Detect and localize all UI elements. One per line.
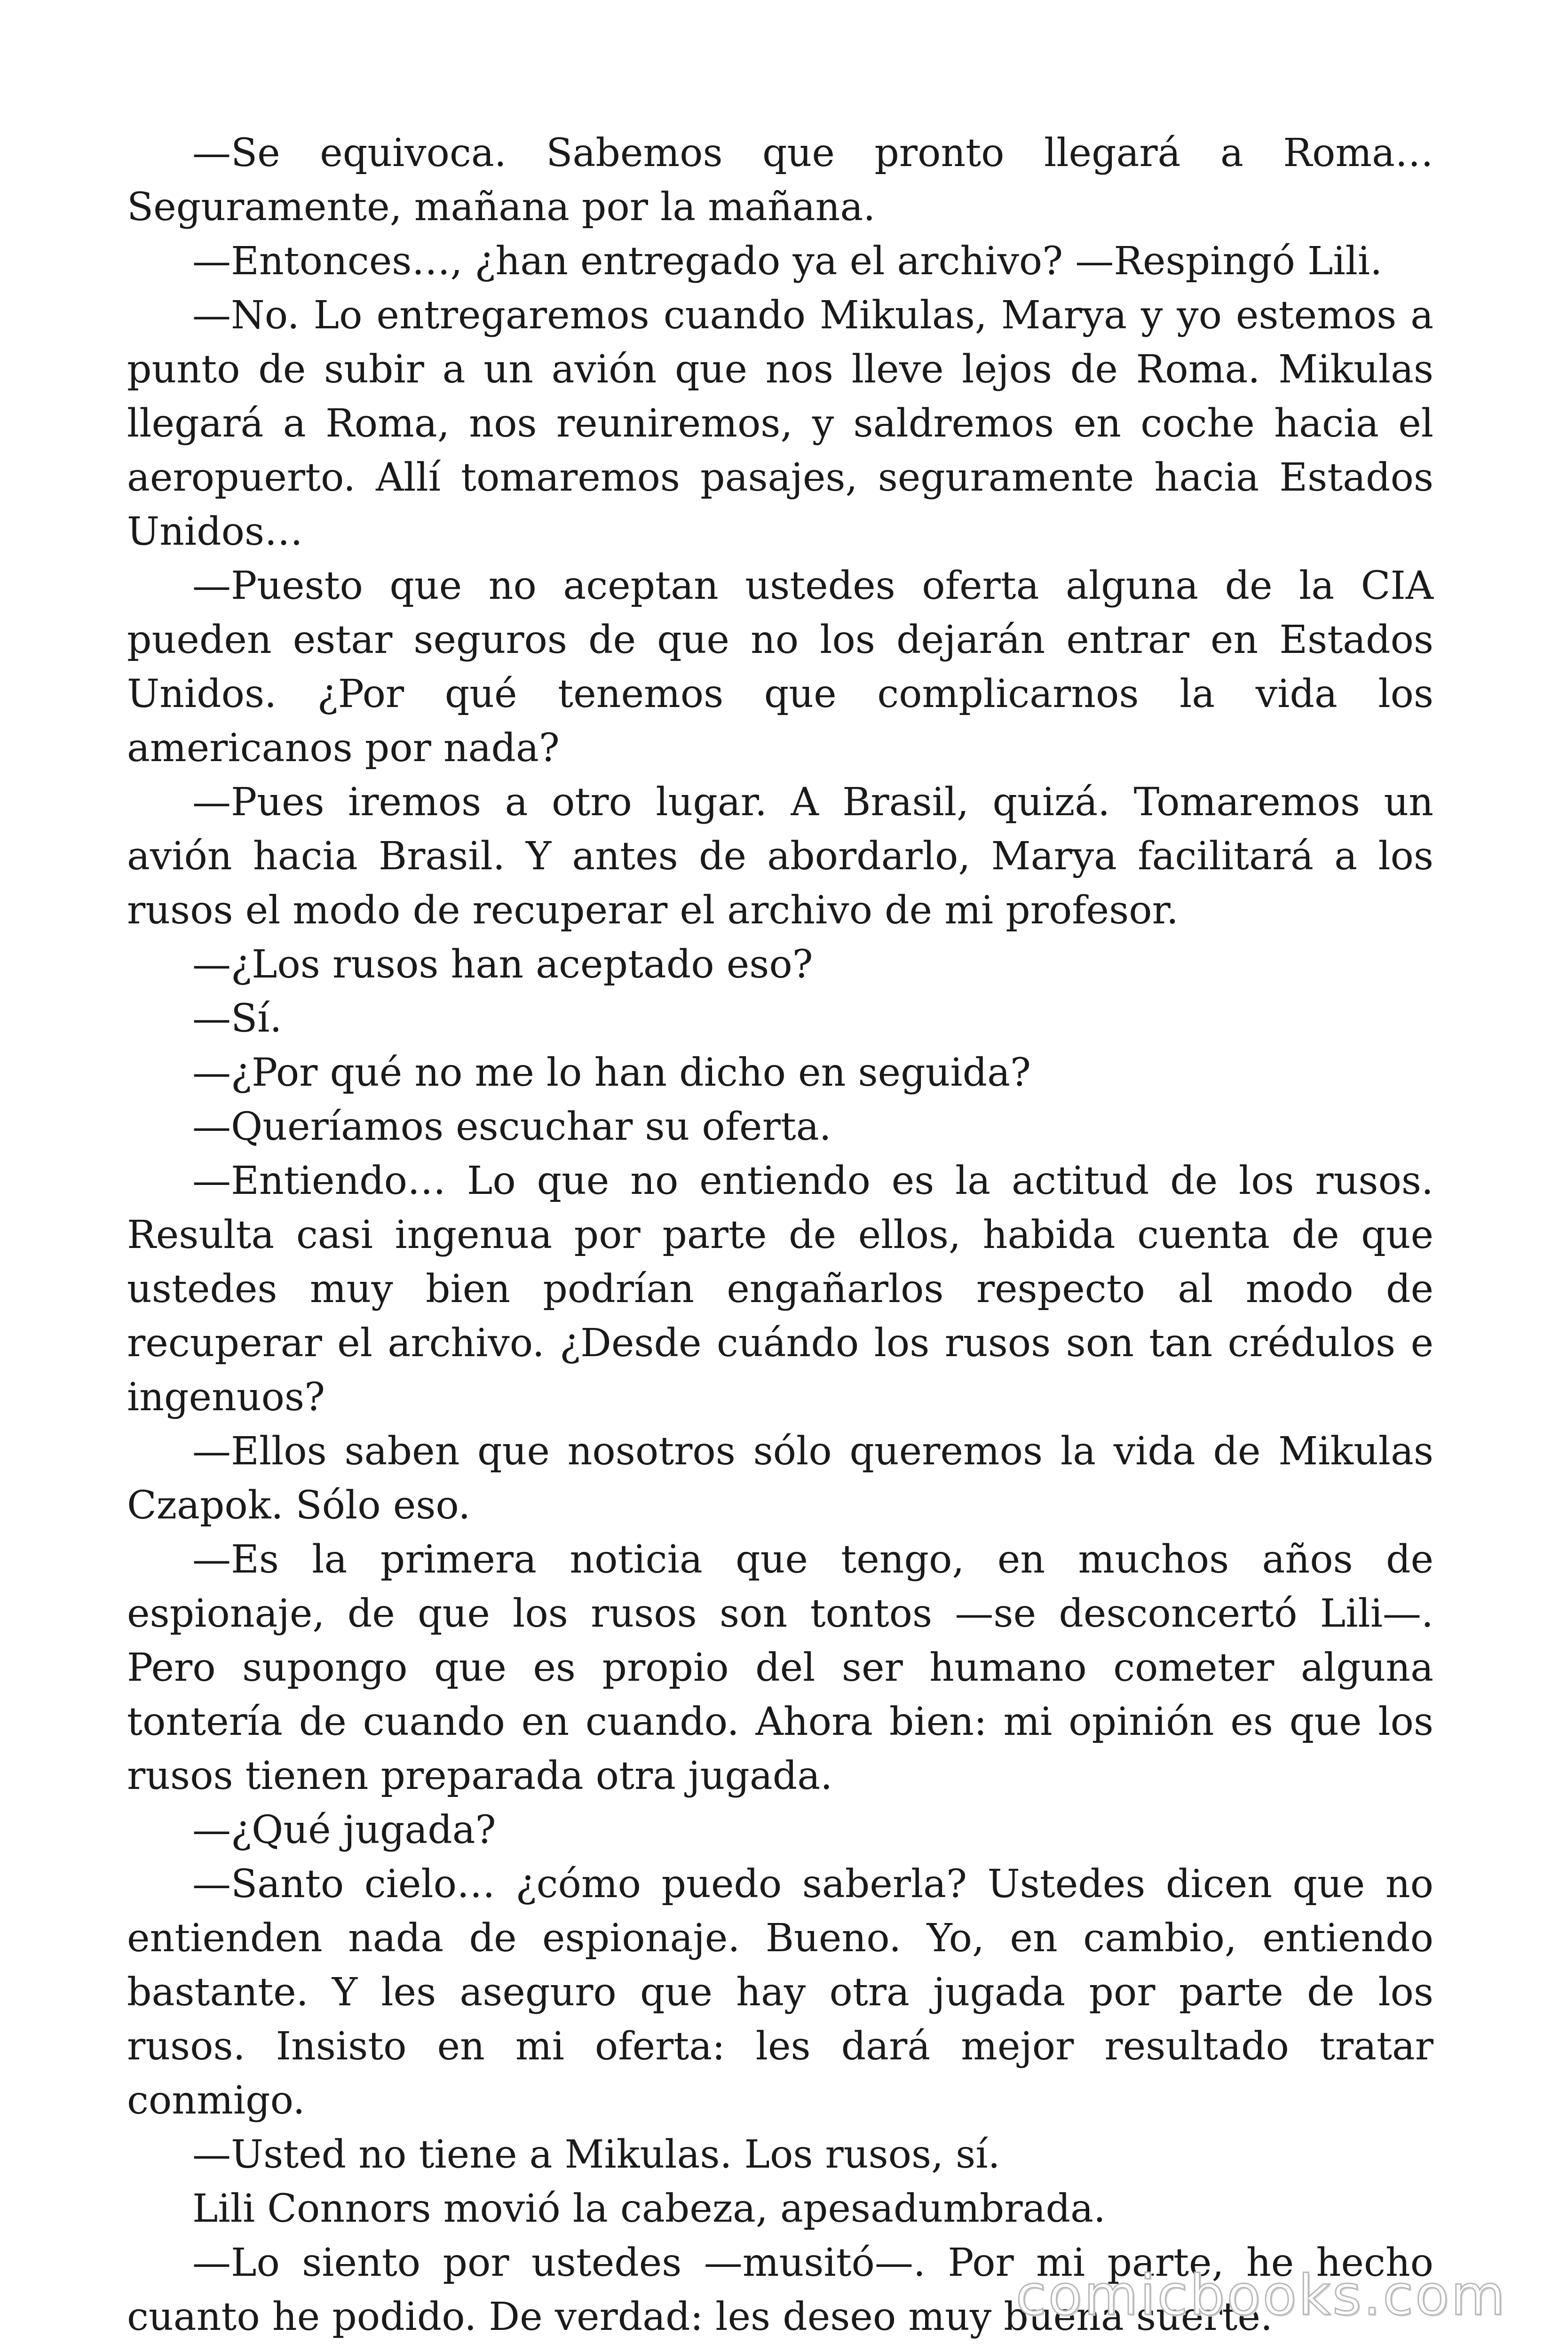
paragraph: —Santo cielo… ¿cómo puedo saberla? Ustedes dicen que no entienden nada de espionaje. Bueno. Yo, en cambio, entiendo bastante. Y les aseguro que hay otra jugada por parte de los rusos. Insisto en mi oferta: les dará mejor resultado tratar conmigo. xyxy=(127,1862,1433,2123)
paragraph: —Ellos saben que nosotros sólo queremos la vida de Mikulas Czapok. Sólo eso. xyxy=(127,1429,1433,1528)
paragraph: —Lo siento por ustedes —musitó—. Por mi parte, he hecho cuanto he podido. De verdad: les deseo muy buena suerte. xyxy=(127,2241,1433,2339)
paragraph: —No. Lo entregaremos cuando Mikulas, Marya y yo estemos a punto de subir a un avión que nos lleve lejos de Roma. Mikulas llegará a Roma, nos reuniremos, y saldremos en coche hacia el aeropuerto. Allí tomaremos pasajes, seguramente hacia Estados Unidos… xyxy=(127,293,1433,554)
paragraph: —Pues iremos a otro lugar. A Brasil, quizá. Tomaremos un avión hacia Brasil. Y antes de abordarlo, Marya facilitará a los rusos el modo de recuperar el archivo de mi profesor. xyxy=(127,780,1433,933)
page-text xyxy=(127,126,1433,2344)
paragraph: —Entonces…, ¿han entregado ya el archivo? —Respingó Lili. xyxy=(192,239,1383,284)
paragraph: —¿Qué jugada? xyxy=(192,1808,496,1852)
paragraph: —¿Por qué no me lo han dicho en seguida? xyxy=(192,1050,1031,1095)
paragraph: —Se equivoca. Sabemos que pronto llegará a Roma… Seguramente, mañana por la mañana. xyxy=(127,131,1433,230)
paragraph: —Es la primera noticia que tengo, en muchos años de espionaje, de que los rusos son tontos —se desconcertó Lili—. Pero supongo que es propio del ser humano cometer alguna tontería de cuando en cuando. Ahora bien: mi opinión es que los rusos tienen preparada otra jugada. xyxy=(127,1537,1433,1798)
paragraph: Lili Connors movió la cabeza, apesadumbrada. xyxy=(192,2186,1106,2231)
paragraph: —¿Los rusos han aceptado eso? xyxy=(192,942,813,987)
paragraph: —Entiendo… Lo que no entiendo es la actitud de los rusos. Resulta casi ingenua por parte de ellos, habida cuenta de que ustedes muy bien podrían engañarlos respecto al modo de recuperar el archivo. ¿Desde cuándo los rusos son tan crédulos e ingenuos? xyxy=(127,1159,1433,1420)
paragraph: —Sí. xyxy=(192,996,282,1041)
watermark-logo: comicbooks.com xyxy=(1015,2263,1507,2328)
paragraph: —Puesto que no aceptan ustedes oferta alguna de la CIA pueden estar seguros de que no los dejarán entrar en Estados Unidos. ¿Por qué tenemos que complicarnos la vida los americanos por nada? xyxy=(127,564,1433,771)
paragraph: —Usted no tiene a Mikulas. Los rusos, sí. xyxy=(192,2132,1000,2177)
paragraph: —Queríamos escuchar su oferta. xyxy=(192,1104,832,1149)
